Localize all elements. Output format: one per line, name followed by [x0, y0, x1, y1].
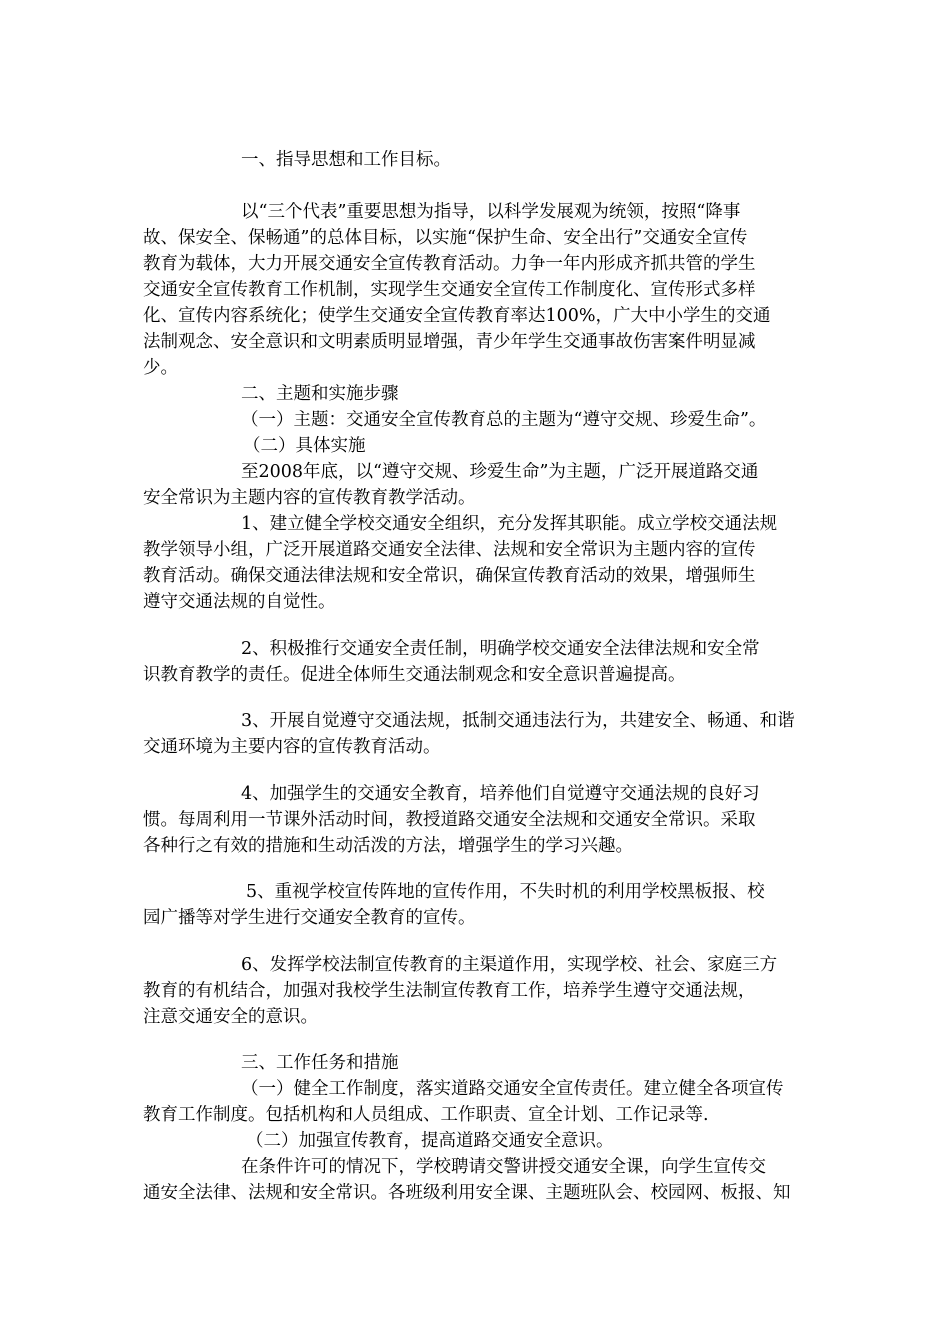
heading-3: 三、工作任务和措施 [241, 1053, 399, 1073]
paragraph-line: 交通安全宣传教育工作机制，实现学生交通安全宣传工作制度化、宣传形式多样 [143, 280, 756, 300]
list-item-line: 遵守交通法规的自觉性。 [143, 592, 336, 612]
list-item-line: 1、建立健全学校交通安全组织，充分发挥其职能。成立学校交通法规 [241, 514, 778, 534]
paragraph-line: 以“三个代表”重要思想为指导，以科学发展观为统领，按照“降事 [241, 202, 741, 222]
subheading: （一）主题：交通安全宣传教育总的主题为“遵守交规、珍爱生命”。 [241, 410, 767, 430]
subheading: （二）加强宣传教育，提高道路交通安全意识。 [246, 1131, 614, 1151]
paragraph-line: 教育为载体，大力开展交通安全宣传教育活动。力争一年内形成齐抓共管的学生 [143, 254, 756, 274]
paragraph-line: 教育工作制度。包括机构和人员组成、工作职责、宣全计划、工作记录等. [143, 1105, 709, 1125]
list-item-line: 5、重视学校宣传阵地的宣传作用，不失时机的利用学校黑板报、校 [246, 882, 765, 902]
list-item-line: 注意交通安全的意识。 [143, 1007, 318, 1027]
list-item-line: 6、发挥学校法制宣传教育的主渠道作用，实现学校、社会、家庭三方 [241, 955, 778, 975]
subheading: （二）具体实施 [243, 436, 366, 456]
list-item-line: 识教育教学的责任。促进全体师生交通法制观念和安全意识普遍提高。 [143, 665, 686, 685]
list-item-line: 教学领导小组，广泛开展道路交通安全法律、法规和安全常识为主题内容的宣传 [143, 540, 756, 560]
list-item-line: 3、开展自觉遵守交通法规，抵制交通违法行为，共建安全、畅通、和谐 [241, 711, 795, 731]
list-item-line: 教育活动。确保交通法律法规和安全常识，确保宣传教育活动的效果，增强师生 [143, 566, 756, 586]
paragraph-line: 少。 [143, 358, 178, 378]
paragraph-line: 安全常识为主题内容的宣传教育教学活动。 [143, 488, 476, 508]
list-item-line: 园广播等对学生进行交通安全教育的宣传。 [143, 908, 476, 928]
list-item-line: 各种行之有效的措施和生动活泼的方法，增强学生的学习兴趣。 [143, 836, 633, 856]
subheading: （一）健全工作制度，落实道路交通安全宣传责任。建立健全各项宣传 [241, 1079, 784, 1099]
list-item-line: 惯。每周利用一节课外活动时间，教授道路交通安全法规和交通安全常识。采取 [143, 810, 756, 830]
list-item-line: 4、加强学生的交通安全教育，培养他们自觉遵守交通法规的良好习 [241, 784, 760, 804]
heading-1: 一、指导思想和工作目标。 [241, 150, 451, 170]
paragraph-line: 在条件许可的情况下，学校聘请交警讲授交通安全课，向学生宣传交 [241, 1157, 766, 1177]
paragraph-line: 法制观念、安全意识和文明素质明显增强，青少年学生交通事故伤害案件明显减 [143, 332, 756, 352]
list-item-line: 教育的有机结合，加强对我校学生法制宣传教育工作，培养学生遵守交通法规， [143, 981, 756, 1001]
heading-2: 二、主题和实施步骤 [241, 384, 399, 404]
paragraph-line: 通安全法律、法规和安全常识。各班级利用安全课、主题班队会、校园网、板报、知 [143, 1183, 791, 1203]
list-item-line: 2、积极推行交通安全责任制，明确学校交通安全法律法规和安全常 [241, 639, 760, 659]
paragraph-line: 至2008年底，以“遵守交规、珍爱生命”为主题，广泛开展道路交通 [241, 462, 759, 482]
paragraph-line: 化、宣传内容系统化；使学生交通安全宣传教育率达100%，广大中小学生的交通 [143, 306, 771, 326]
paragraph-line: 故、保安全、保畅通”的总体目标，以实施“保护生命、安全出行”交通安全宣传 [143, 228, 748, 248]
list-item-line: 交通环境为主要内容的宣传教育活动。 [143, 737, 441, 757]
